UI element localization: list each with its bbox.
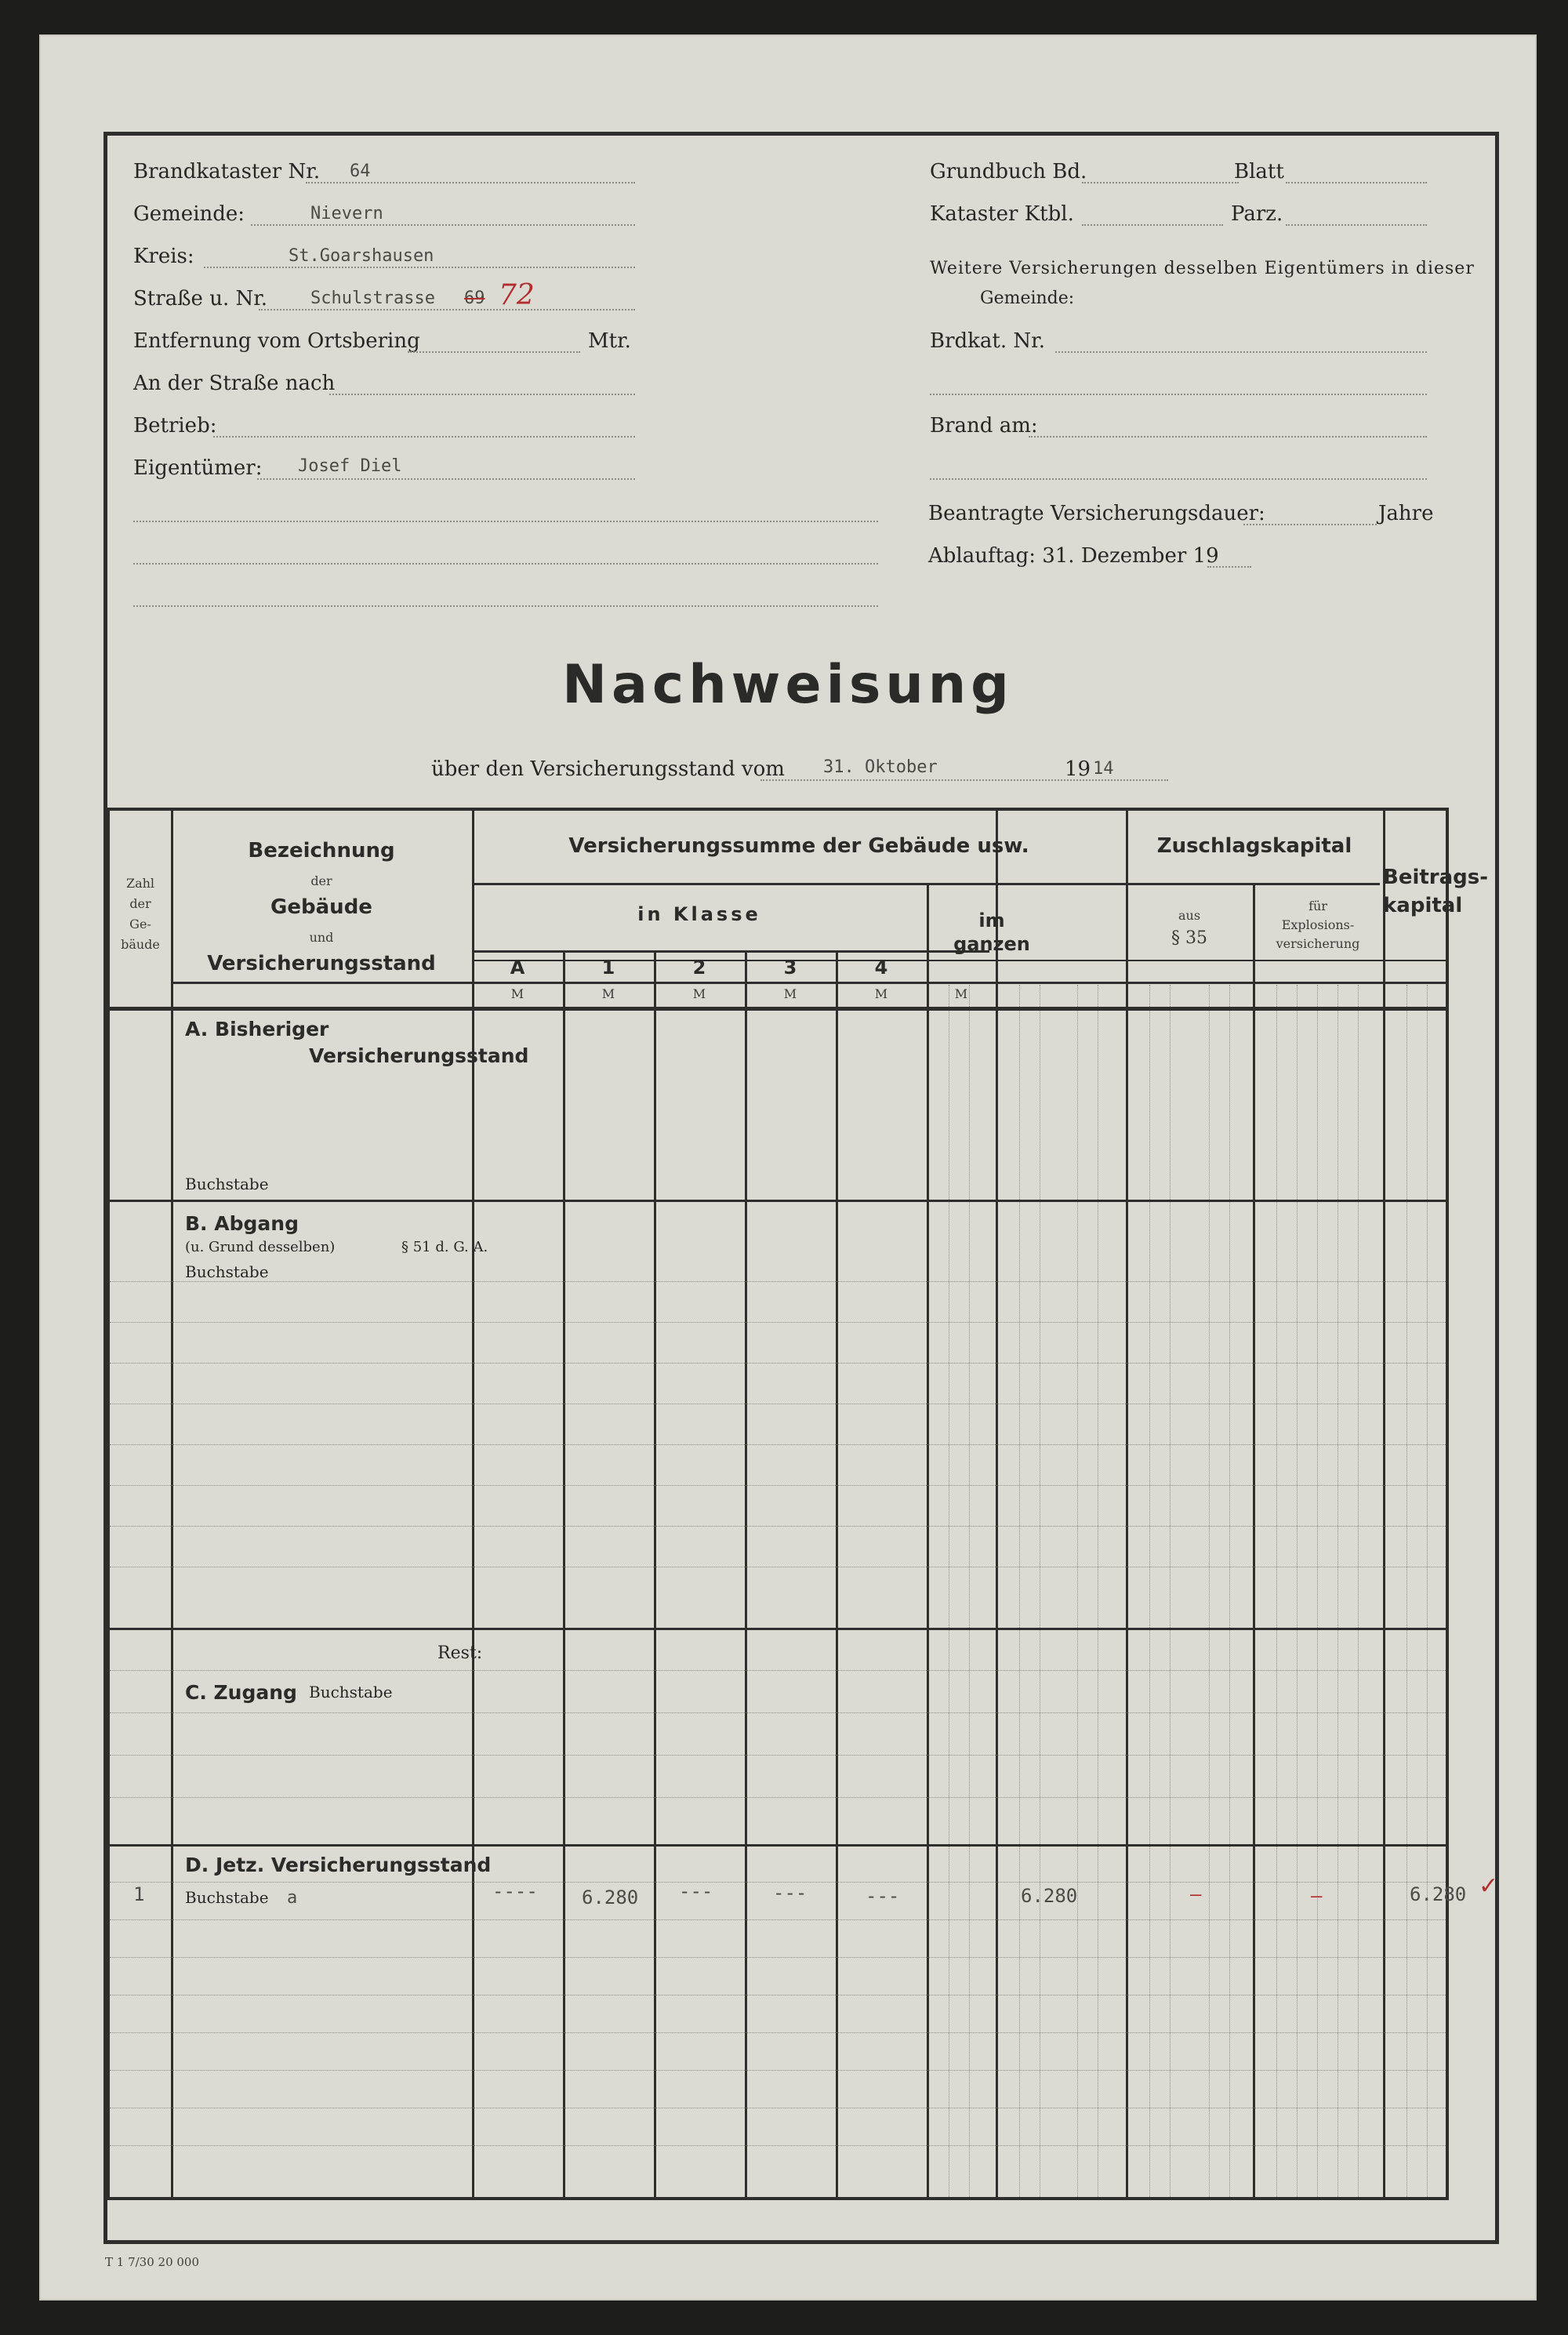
subtitle-date: 31. Oktober <box>823 757 938 777</box>
dotted-line <box>930 478 1427 480</box>
column-divider <box>745 950 747 2197</box>
row-divider <box>171 982 1446 984</box>
brdkat-label: Brdkat. Nr. <box>930 329 1045 353</box>
rest-label: Rest: <box>437 1643 483 1663</box>
header-bezeichnung: Bezeichnung <box>248 839 395 862</box>
column-divider <box>1253 883 1255 2197</box>
header-klasse-3: 3 <box>783 957 797 979</box>
column-divider <box>171 811 173 2197</box>
row-divider <box>110 1628 1446 1630</box>
strasse-new-number: 72 <box>499 279 535 311</box>
footer-print-code: T 1 7/30 20 000 <box>105 2255 200 2269</box>
row-d-zahl: 1 <box>133 1883 145 1905</box>
dotted-line <box>1055 351 1427 353</box>
row-divider <box>472 883 1210 885</box>
kreis-value: St.Goarshausen <box>289 246 434 266</box>
header-zahl: Zahl der Ge- bäude <box>121 876 160 952</box>
dotted-line <box>251 224 635 226</box>
header-explosion: für <box>1308 899 1327 913</box>
column-divider <box>927 883 929 2197</box>
column-divider <box>1383 811 1385 2197</box>
column-divider <box>563 950 565 2197</box>
row-d-klasse-1: 6.280 <box>582 1887 639 1908</box>
column-divider <box>654 950 656 2197</box>
weitere-versicherungen-text: Weitere Versicherungen desselben Eigentümers in dieser <box>930 259 1475 278</box>
dotted-line <box>1243 524 1377 525</box>
subtitle-prefix: über den Versicherungsstand vom <box>431 757 785 781</box>
insurance-table: Zahl der Ge- bäude Bezeichnung der Gebäude und Versicherungsstand Versicherungssumme der Gebäude usw. in Klasse A 1 2 3 4 M M M M M M im ganzen Zuschlagskapital aus § 35 für Explosions- versicherung Beitrags- kapital A. Bisheriger Versicherungsstand Buchstabe B. Abgang (u. Grund desselben) § 51 d. G. A. Buchstabe Rest: C. Zugang Buchstabe D. Jetz. Versicherungsstand Buchstabe a 1 ---- 6.280 --- --- --- 6.280 – – 6.280 <box>107 808 1449 2200</box>
column-divider <box>1126 811 1128 2197</box>
dotted-line <box>204 267 635 268</box>
dotted-line <box>133 605 878 607</box>
header-versicherungssumme: Versicherungssumme der Gebäude usw. <box>568 834 1029 858</box>
dotted-line <box>1207 566 1251 568</box>
strasse-label: Straße u. Nr. <box>133 287 268 310</box>
strasse-old-number: 69 <box>464 289 485 308</box>
header-klasse-1: 1 <box>601 957 615 979</box>
header-im-ganzen: im <box>978 910 1005 931</box>
section-c-buchstabe: Buchstabe <box>309 1683 393 1701</box>
row-d-klasse-2: --- <box>679 1880 713 1902</box>
dotted-line <box>133 563 878 565</box>
section-d-buchstabe-value: a <box>287 1888 298 1908</box>
grundbuch-label: Grundbuch Bd. <box>930 160 1087 183</box>
header-zuschlagskapital: Zuschlagskapital <box>1156 834 1352 858</box>
column-divider <box>996 811 998 2197</box>
header-beitragskapital: Beitrags- <box>1383 866 1489 889</box>
weitere-gemeinde-text: Gemeinde: <box>980 289 1075 308</box>
ablauftag-label: Ablauftag: 31. Dezember 19 <box>928 544 1219 568</box>
entfernung-unit: Mtr. <box>588 329 631 353</box>
dotted-line <box>257 478 635 480</box>
dotted-line <box>213 436 635 438</box>
column-divider <box>472 811 474 2197</box>
gemeinde-value: Nievern <box>310 204 383 223</box>
dotted-line <box>1286 182 1427 183</box>
dotted-line <box>329 394 635 395</box>
form-sheet <box>39 34 1537 2301</box>
blatt-label: Blatt <box>1234 160 1284 183</box>
versicherungsdauer-unit: Jahre <box>1378 502 1434 525</box>
page-title: Nachweisung <box>562 654 1014 716</box>
check-mark: ✓ <box>1479 1872 1499 1900</box>
an-der-strasse-label: An der Straße nach <box>133 372 336 395</box>
header-klasse-4: 4 <box>874 957 888 979</box>
section-b-buchstabe: Buchstabe <box>185 1262 269 1281</box>
header-klasse-2: 2 <box>692 957 706 979</box>
brandkataster-label: Brandkataster Nr. <box>133 160 321 183</box>
row-divider <box>110 1200 1446 1202</box>
brand-am-label: Brand am: <box>930 414 1038 438</box>
row-divider <box>110 1007 1446 1011</box>
kataster-label: Kataster Ktbl. <box>930 202 1074 226</box>
eigentuemer-label: Eigentümer: <box>133 456 263 480</box>
eigentuemer-value: Josef Diel <box>298 456 402 476</box>
strasse-value: Schulstrasse <box>310 289 435 308</box>
dotted-line <box>1082 182 1239 183</box>
dotted-line <box>306 182 635 183</box>
subtitle-year-prefix: 19 <box>1065 757 1091 781</box>
row-divider <box>110 1844 1446 1847</box>
column-divider <box>836 950 838 2197</box>
dotted-line <box>1286 224 1427 226</box>
header-in-klasse: in Klasse <box>637 903 761 925</box>
dotted-line <box>408 351 580 353</box>
header-aus-35: aus <box>1178 908 1201 923</box>
betrieb-label: Betrieb: <box>133 414 217 438</box>
section-d-title: D. Jetz. Versicherungsstand <box>185 1854 492 1876</box>
section-d-buchstabe: Buchstabe <box>185 1888 269 1907</box>
row-d-im-ganzen: 6.280 <box>1021 1885 1078 1907</box>
gemeinde-label: Gemeinde: <box>133 202 245 226</box>
dotted-line <box>259 309 635 310</box>
row-divider <box>1126 883 1380 885</box>
row-d-aus-35: – <box>1190 1883 1202 1905</box>
brandkataster-value: 64 <box>350 162 371 181</box>
dotted-line <box>930 394 1427 395</box>
row-d-klasse-a: ---- <box>492 1880 538 1902</box>
dotted-line <box>760 779 1168 781</box>
row-d-explosion: – <box>1311 1885 1323 1907</box>
row-d-beitragskapital: 6.280 <box>1410 1883 1467 1905</box>
parz-label: Parz. <box>1231 202 1283 226</box>
dotted-line <box>1029 436 1427 438</box>
entfernung-label: Entfernung vom Ortsbering <box>133 329 420 353</box>
subtitle-year-suffix: 14 <box>1093 759 1114 779</box>
dotted-line <box>133 521 878 522</box>
dotted-line <box>1082 224 1223 226</box>
kreis-label: Kreis: <box>133 245 194 268</box>
section-b-title: B. Abgang <box>185 1212 299 1235</box>
header-klasse-a: A <box>510 957 525 979</box>
section-a-buchstabe: Buchstabe <box>185 1175 269 1193</box>
section-c-title: C. Zugang <box>185 1681 297 1704</box>
row-divider <box>472 950 989 953</box>
row-d-klasse-4: --- <box>866 1885 900 1907</box>
section-a-title: A. Bisheriger <box>185 1018 329 1040</box>
row-d-klasse-3: --- <box>773 1882 808 1904</box>
versicherungsdauer-label: Beantragte Versicherungsdauer: <box>928 502 1265 525</box>
